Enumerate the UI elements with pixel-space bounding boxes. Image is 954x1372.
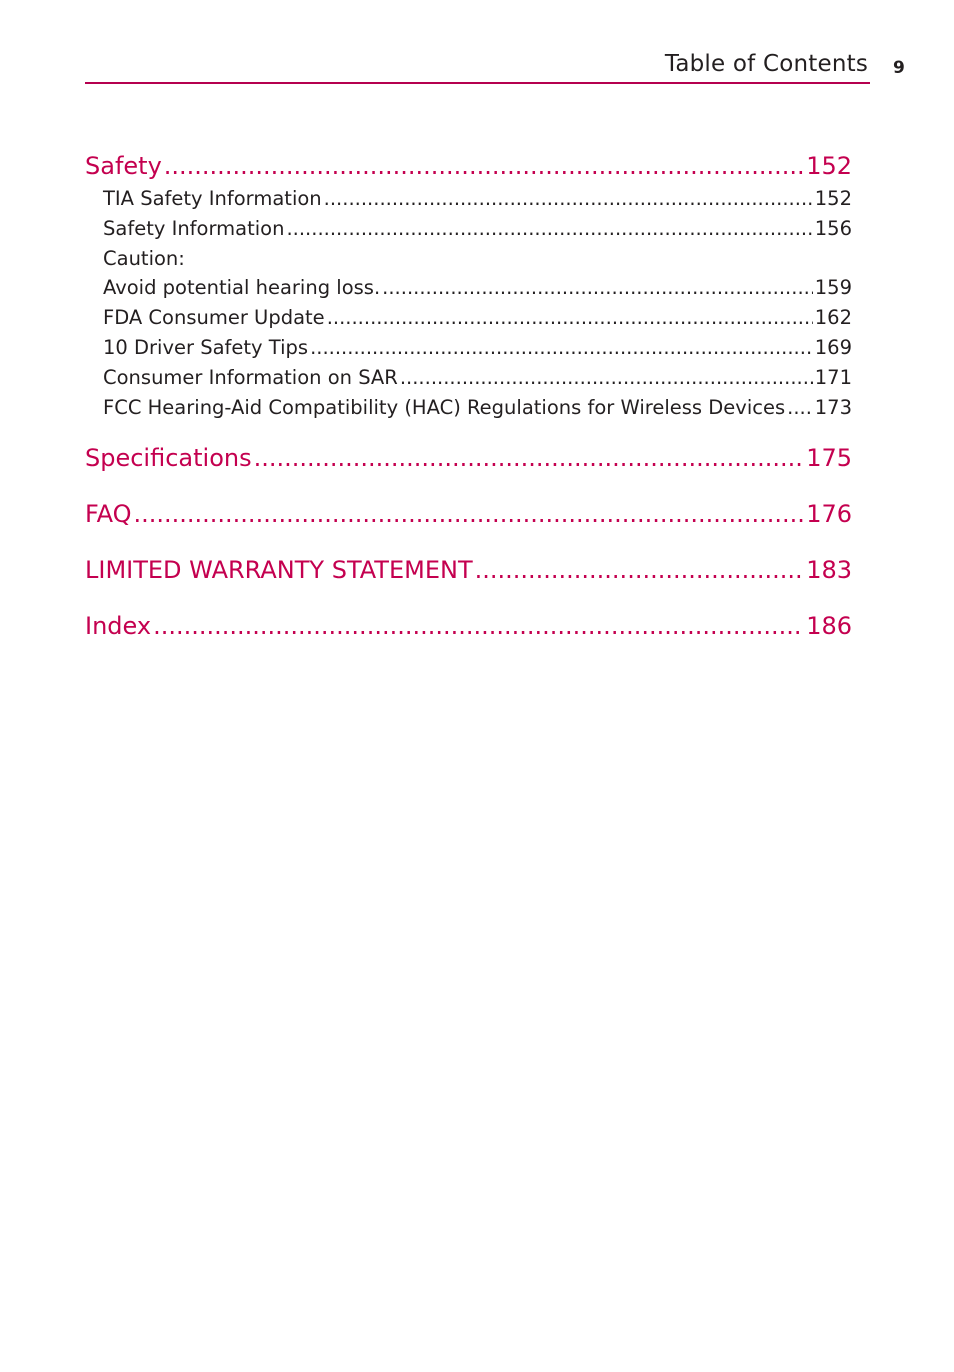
dot-leader <box>310 333 813 363</box>
spacer <box>85 422 852 438</box>
toc-entry-title: FAQ <box>85 500 132 529</box>
toc-entry-title: 10 Driver Safety Tips <box>103 335 309 359</box>
dot-leader <box>254 438 805 478</box>
toc-subentry-sar[interactable] <box>85 363 852 393</box>
toc-subentry-hac[interactable] <box>85 393 852 423</box>
toc-entry-title: Specifications <box>85 444 252 473</box>
dot-leader <box>286 214 812 244</box>
toc-entry-page: 183 <box>806 556 852 585</box>
toc-entry-page: 159 <box>814 276 852 300</box>
spacer <box>85 534 852 550</box>
toc-entry-page: 162 <box>814 306 852 330</box>
dot-leader <box>164 146 804 186</box>
dot-leader <box>382 273 813 303</box>
toc-entry-title: Index <box>85 612 152 641</box>
toc-subentry-caution <box>85 244 852 274</box>
dot-leader <box>787 393 813 423</box>
page-number: 9 <box>893 58 905 78</box>
toc-subentry-hearing-loss[interactable] <box>85 273 852 303</box>
toc-entry-title: Safety Information <box>103 216 285 240</box>
spacer <box>85 590 852 606</box>
dot-leader <box>134 494 805 534</box>
header-title: Table of Contents <box>664 51 868 77</box>
dot-leader <box>475 550 805 590</box>
toc-entry-title: Avoid potential hearing loss. <box>103 276 381 300</box>
toc-subentry-fda-update[interactable] <box>85 303 852 333</box>
dot-leader <box>327 303 813 333</box>
toc-entry-page: 176 <box>806 500 852 529</box>
toc-entry-specifications[interactable] <box>85 438 852 478</box>
toc-entry-page: 173 <box>814 395 852 419</box>
toc-entry-page: 169 <box>814 335 852 359</box>
toc-entry-page: 171 <box>814 365 852 389</box>
toc-subentry-driver-safety[interactable] <box>85 333 852 363</box>
toc-entry-page: 175 <box>806 444 852 473</box>
toc-subentry-tia-safety[interactable] <box>85 184 852 214</box>
toc-entry-page: 156 <box>814 216 852 240</box>
spacer <box>85 478 852 494</box>
toc-entry-faq[interactable] <box>85 494 852 534</box>
page-header <box>85 48 870 84</box>
dot-leader <box>324 184 813 214</box>
toc-entry-page: 186 <box>806 612 852 641</box>
dot-leader <box>153 606 804 646</box>
toc-entry-index[interactable] <box>85 606 852 646</box>
dot-leader <box>400 363 813 393</box>
toc-entry-title: FCC Hearing-Aid Compatibility (HAC) Regulations for Wireless Devices <box>103 395 786 419</box>
toc-entry-title: Caution: <box>103 246 185 270</box>
toc-subentry-safety-information[interactable] <box>85 214 852 244</box>
toc-entry-page: 152 <box>806 152 852 180</box>
toc-entry-title: LIMITED WARRANTY STATEMENT <box>85 556 473 585</box>
toc-entry-title: Safety <box>85 152 162 180</box>
toc-entry-title: FDA Consumer Update <box>103 306 325 330</box>
table-of-contents <box>85 146 852 646</box>
toc-entry-title: Consumer Information on SAR <box>103 365 398 389</box>
toc-entry-safety[interactable] <box>85 146 852 186</box>
toc-entry-warranty[interactable] <box>85 550 852 590</box>
toc-entry-page: 152 <box>814 187 852 210</box>
toc-entry-title: TIA Safety Information <box>103 187 322 210</box>
